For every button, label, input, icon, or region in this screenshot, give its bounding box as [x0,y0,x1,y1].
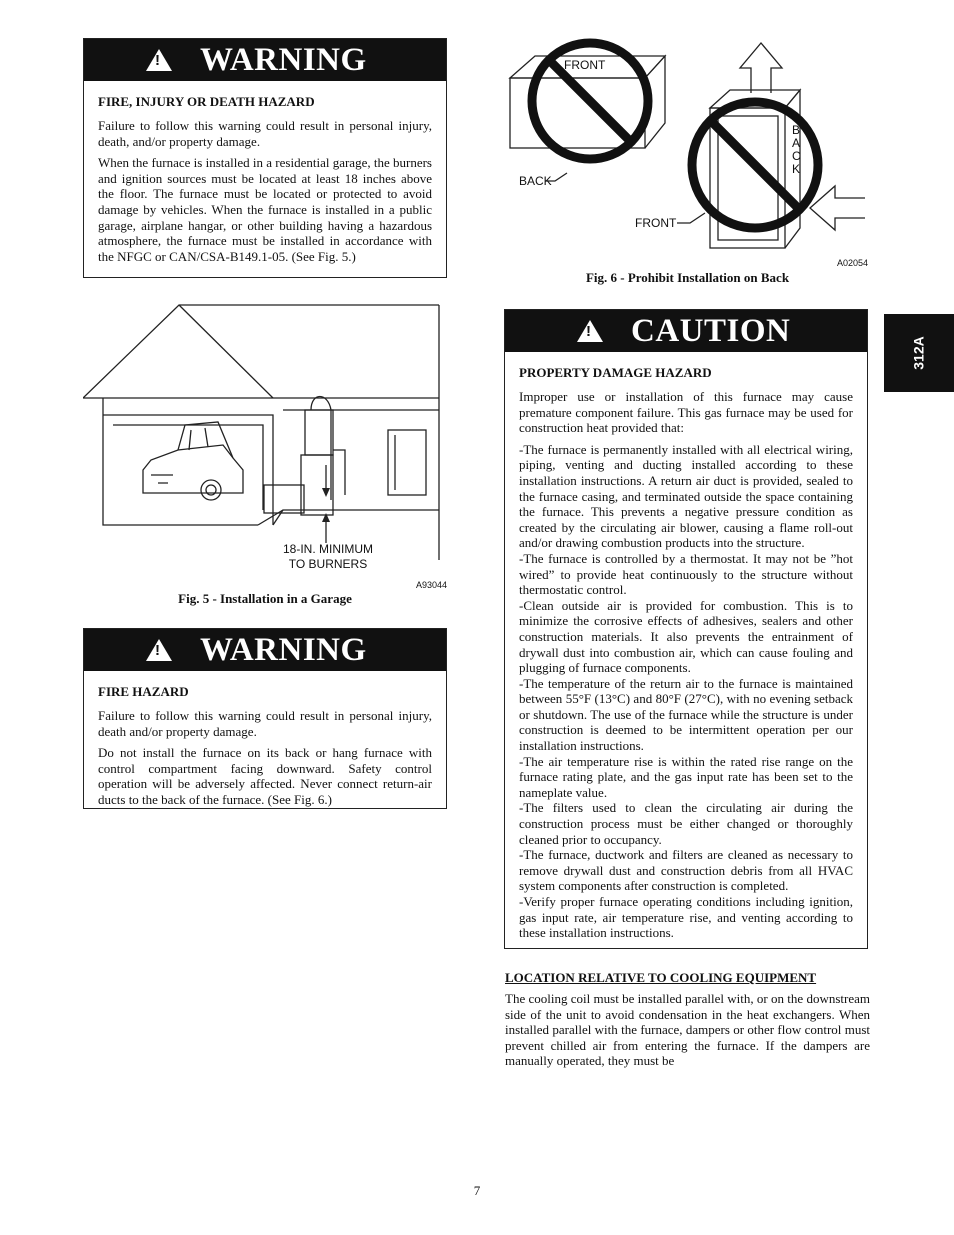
caution-item: -Verify proper furnace operating conditions including ignition, gas input rate, air temperature rise, and venting according to these installation instructions. [519,894,853,941]
warning-text: Do not install the furnace on its back or hang furnace with control compartment facing downward. Safety control operation will be adversely affected. Never connect return-air ducts to the back of the furnace. (See Fig. 6.) [98,745,432,807]
warning-text: Failure to follow this warning could result in personal injury, death and/or property damage. [98,708,432,739]
fig5-label-line: TO BURNERS [288,557,368,571]
warning-triangle-icon: ! [146,639,172,661]
warning-title: WARNING [200,41,367,78]
fig6-back-letter: K [792,162,801,176]
figure-5-garage [83,300,449,595]
warning-box-fire-injury [83,38,447,278]
warning-text: When the furnace is installed in a residential garage, the burners and ignition sources must be located at least 18 inches above the floor. The furnace must be located or protected to avoid damage by vehicles. When the furnace is installed in a public garage, airplane hangar, or other building having a hazardous atmosphere, the furnace must be installed in accordance with the NFGC or CAN/CSA-B149.1-05. (See Fig. 5.) [98,155,432,264]
fig5-label-line: 18-IN. MINIMUM [283,542,373,556]
fig6-front-label-2: FRONT [635,216,677,230]
fig6-back-label: BACK [519,174,552,188]
caution-item: -The furnace is controlled by a thermostat. It may not be ”hot wired” to provide heat continuously to the structure without thermostatic control. [519,550,853,598]
caution-item: -The air temperature rise is within the rated rise range on the furnace rating plate, and the gas input rate has been set to the nameplate value. [519,753,853,800]
fig6-back-letter: C [792,149,801,163]
figure-6-back-install [505,38,875,270]
fig6-front-label: FRONT [564,58,606,72]
hazard-heading: FIRE, INJURY OR DEATH HAZARD [98,94,315,109]
prohibit-back-illustration [505,38,875,270]
caution-item: -Clean outside air is provided for combustion. This is to minimize the corrosive effects of adhesives, sealers and other construction materials. It also prevents the entrainment of drywall dust into combustion air, which can cause fouling and plugging of furnace components. [519,597,853,676]
warning-title: WARNING [200,631,367,668]
caution-triangle-icon: ! [577,320,603,342]
caution-item: -The furnace, ductwork and filters are cleaned as necessary to remove drywall dust and construction debris from all HVAC system components after construction is completed. [519,847,853,894]
caution-item: -The furnace is permanently installed with all electrical wiring, piping, venting and ducting installed according to these installation instructions. A return air duct is provided, sealed to the furnace casing, and terminated outside the space containing the furnace. This prevents a negative pressure condition as created by the circulating air blower, causing a flame roll-out and/or drawing combustion products into the structure. [519,441,853,551]
location-text: The cooling coil must be installed parallel with, or on the downstream side of the unit to avoid condensation in the heat exchangers. When installed parallel with the furnace, dampers or other flow control must prevent chilled air from entering the furnace. If the dampers are manually operated, they must be [505,991,870,1069]
fig6-code: A02054 [837,258,869,268]
fig5-code: A93044 [416,580,448,590]
hazard-heading: PROPERTY DAMAGE HAZARD [519,365,712,380]
location-heading: LOCATION RELATIVE TO COOLING EQUIPMENT [505,970,817,985]
garage-illustration [83,300,449,595]
hazard-heading: FIRE HAZARD [98,684,189,699]
fig6-caption: Fig. 6 - Prohibit Installation on Back [585,270,790,285]
caution-box [504,309,868,949]
fig5-caption: Fig. 5 - Installation in a Garage [178,591,352,606]
section-tab-label: 312A [911,336,927,370]
page-number: 7 [473,1183,481,1198]
caution-item: -The filters used to clean the circulating air during the construction process must be either changed or thoroughly cleaned prior to occupancy. [519,800,853,847]
caution-item: -The temperature of the return air to the furnace is maintained between 55°F (13°C) and 80°F (27°C), with no evening setback or shutdown. The use of the furnace while the structure is under construction is deemed to be intermittent operation per our installation instructions. [519,675,853,754]
caution-banner [505,310,867,352]
warning-box-fire [83,628,447,809]
fig6-back-letter: A [792,136,801,150]
section-tab [884,314,954,392]
fig6-back-letter: B [792,123,801,137]
warning-triangle-icon: ! [146,49,172,71]
caution-intro: Improper use or installation of this furnace may cause premature component failure. This gas furnace may be used for construction heat provided that: [519,389,853,436]
warning-text: Failure to follow this warning could result in personal injury, death, and/or property damage. [98,118,432,149]
fig6-back-vertical-label [792,124,802,176]
fig5-dimension-label [273,542,383,572]
warning-banner [84,39,446,81]
warning-banner [84,629,446,671]
caution-title: CAUTION [631,312,791,349]
